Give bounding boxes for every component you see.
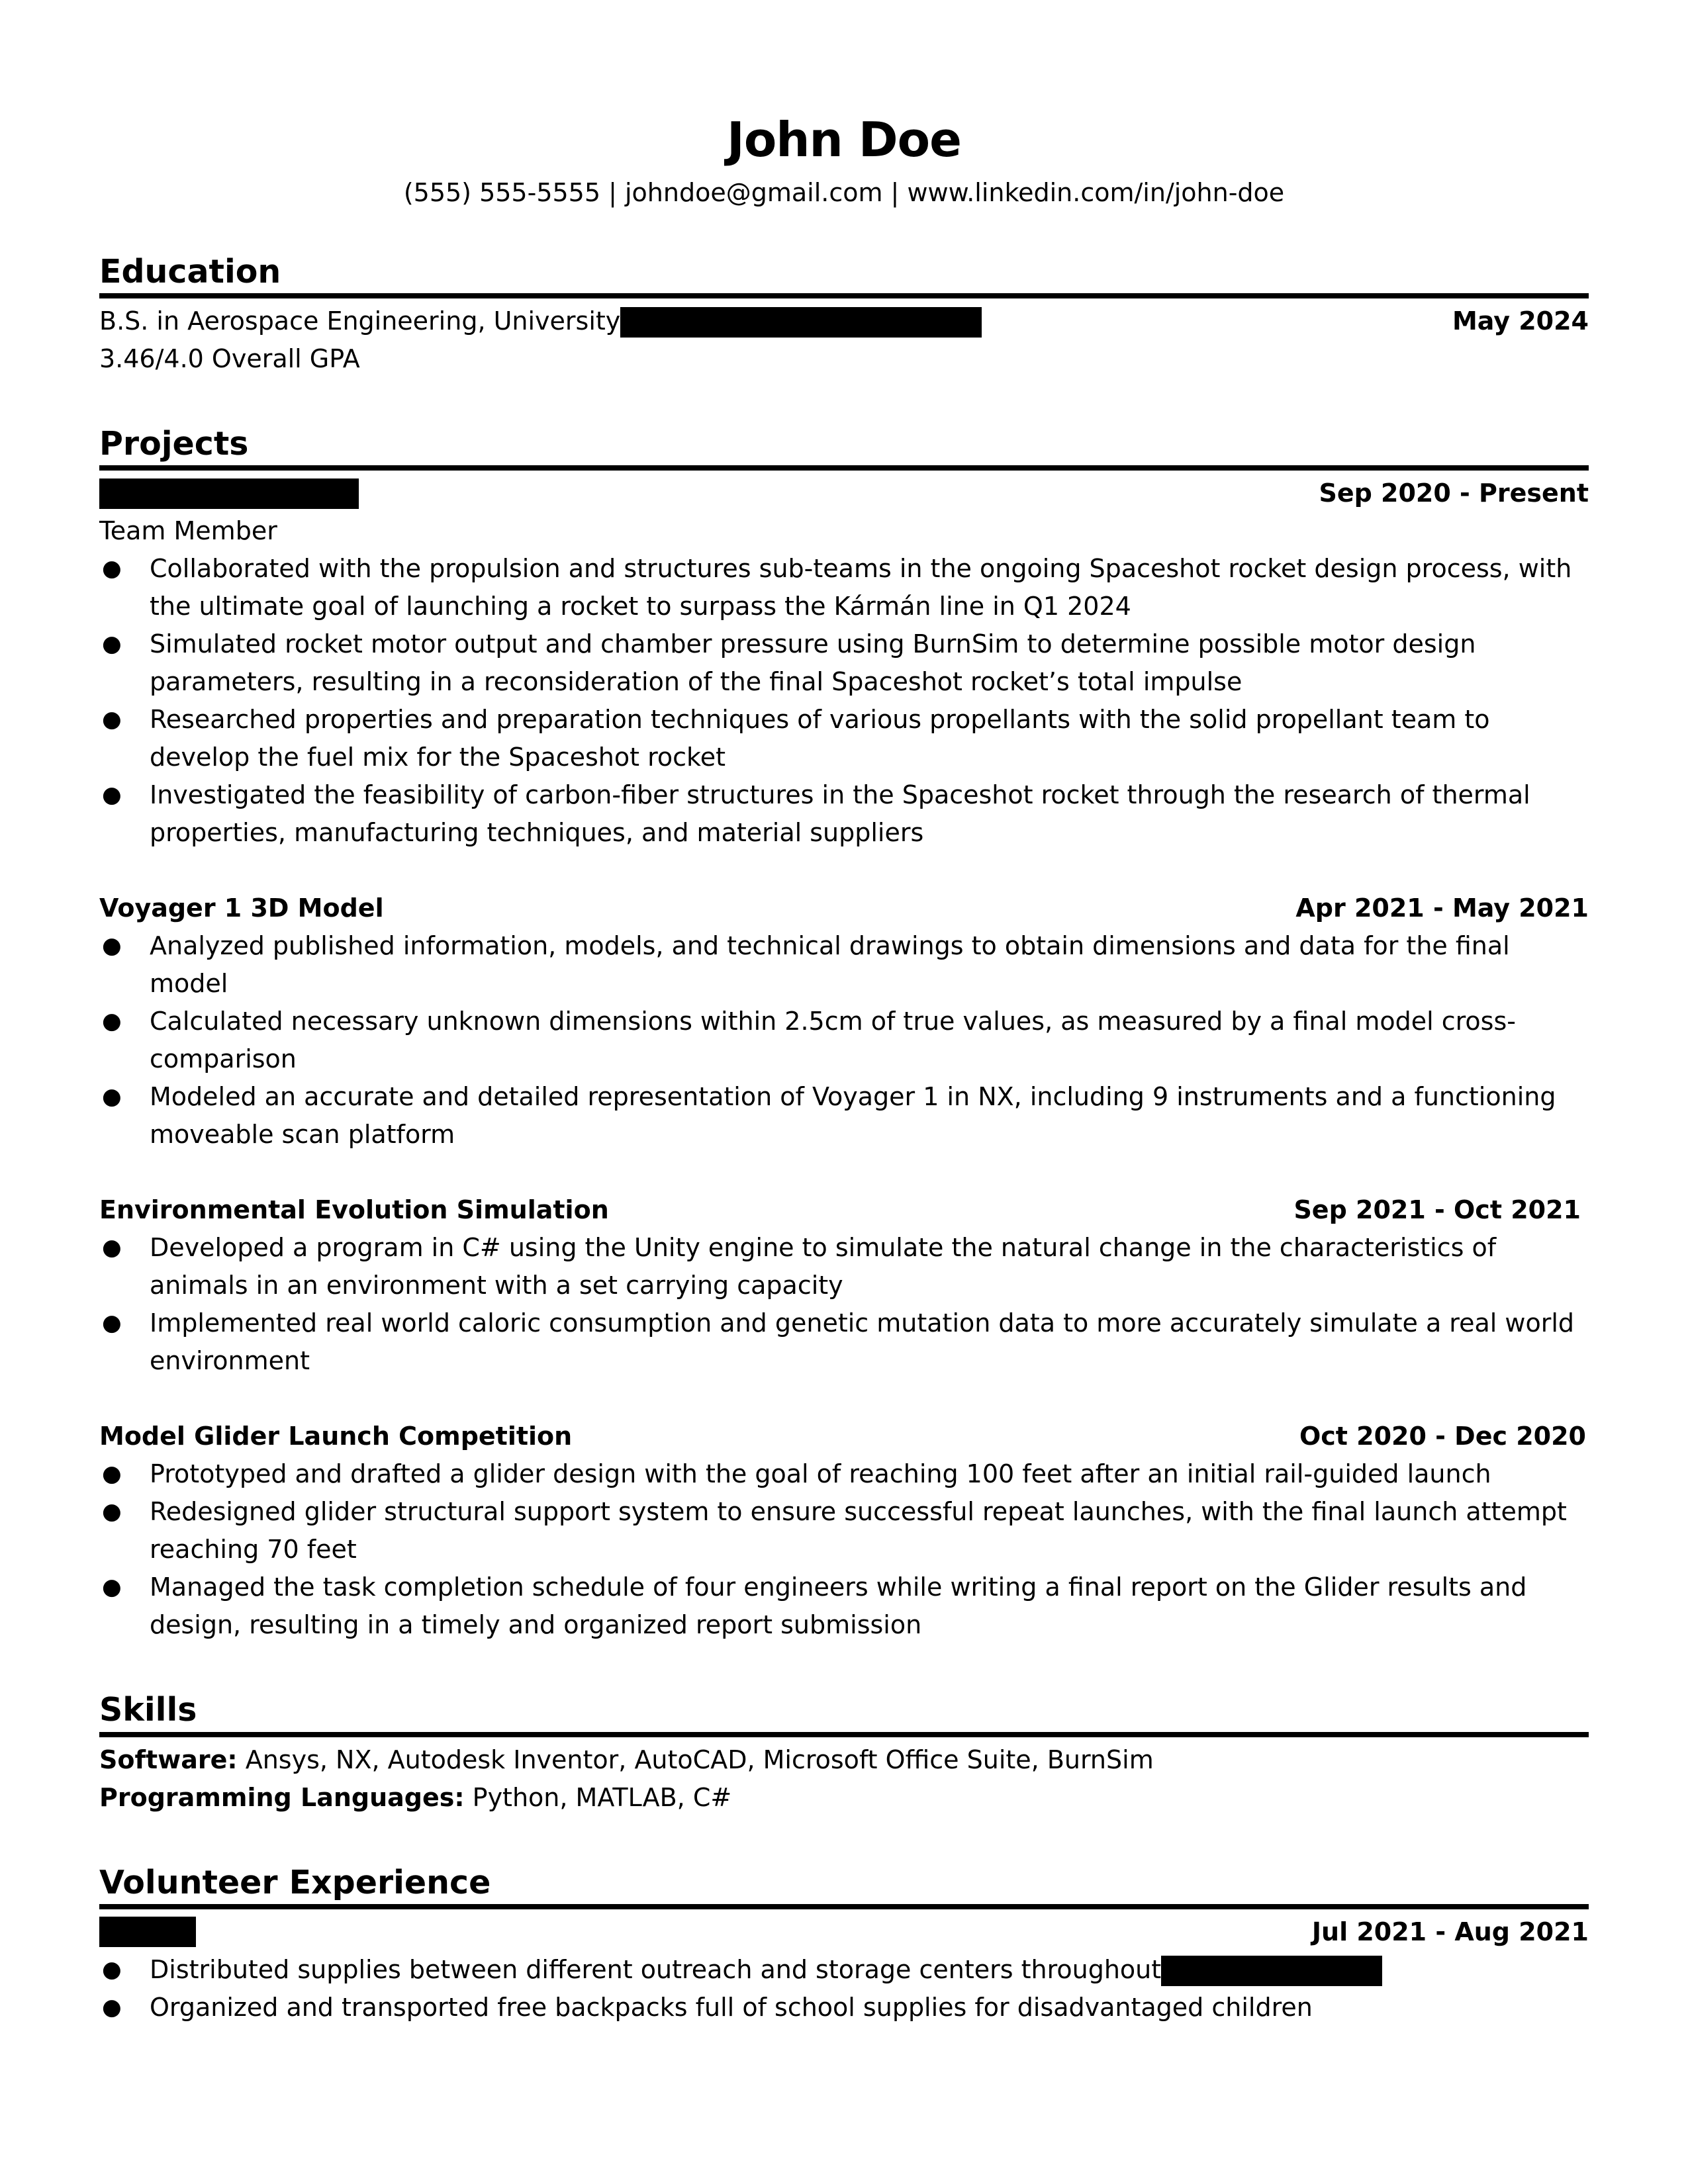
section-divider (99, 1732, 1589, 1737)
bullet-marker: ● (102, 1956, 122, 1983)
bullet-text: Developed a program in C# using the Unity engine to simulate the natural change in the characteristics of animals in an environment with a set carrying capacity (150, 1233, 1497, 1300)
skills-software-label: Software: (99, 1745, 238, 1774)
bullet-text: Redesigned glider structural support system to ensure successful repeat launches, with the final launch attempt reaching 70 feet (150, 1497, 1567, 1565)
project-name: Voyager 1 3D Model (99, 893, 384, 923)
bullet-item (99, 1493, 1589, 1569)
bullet-item (99, 701, 1589, 776)
project-bullets (99, 927, 1589, 1154)
section-divider (99, 465, 1589, 471)
project-name: Model Glider Launch Competition (99, 1422, 573, 1451)
bullet-item (99, 1951, 1589, 1989)
bullet-text: Calculated necessary unknown dimensions within 2.5cm of true values, as measured by a final model cross-comparison (150, 1007, 1516, 1074)
volunteer-bullets (99, 1951, 1589, 2026)
bullet-item (99, 1003, 1589, 1078)
education-section (99, 253, 1589, 378)
bullet-marker: ● (102, 631, 122, 658)
bullet-item (99, 1229, 1589, 1304)
bullet-item (99, 776, 1589, 852)
bullet-item (99, 1569, 1589, 1644)
bullet-text: Collaborated with the propulsion and structures sub-teams in the ongoing Spaceshot rocket design process, with the ultimate goal of launching a rocket to surpass the Kármán line in Q1 2024 (150, 554, 1572, 621)
bullet-marker: ● (102, 1461, 122, 1488)
section-title-volunteer: Volunteer Experience (99, 1863, 491, 1901)
bullet-item (99, 550, 1589, 625)
bullet-text: Researched properties and preparation techniques of various propellants with the solid propellant team to develop the fuel mix for the Spaceshot rocket (150, 705, 1490, 772)
project-bullets (99, 1455, 1589, 1644)
project-entry (99, 889, 1589, 1154)
skills-section (99, 1692, 1589, 1816)
project-bullets (99, 1229, 1589, 1380)
contact-line: (555) 555-5555 | johndoe@gmail.com | www.linkedin.com/in/john-doe (403, 178, 1285, 207)
project-date: Apr 2021 - May 2021 (1295, 893, 1589, 923)
bullet-marker: ● (102, 706, 122, 733)
gpa-line: 3.46/4.0 Overall GPA (99, 343, 360, 373)
skills-software-line (99, 1741, 1589, 1779)
redacted-university-name (620, 307, 982, 338)
bullet-text: Managed the task completion schedule of four engineers while writing a final report on the Glider results and design, resulting in a timely and organized report submission (150, 1572, 1527, 1640)
bullet-text: Implemented real world caloric consumption and genetic mutation data to more accurately simulate a real world environment (150, 1308, 1575, 1376)
bullet-item (99, 1989, 1589, 2026)
volunteer-date: Jul 2021 - Aug 2021 (1311, 1917, 1589, 1946)
bullet-marker: ● (102, 1083, 122, 1111)
resume-page (99, 112, 1589, 2026)
volunteer-header-row (99, 1913, 1589, 1951)
project-date: Sep 2021 - Oct 2021 (1293, 1195, 1581, 1225)
project-name: Environmental Evolution Simulation (99, 1195, 609, 1225)
skills-languages-label: Programming Languages: (99, 1782, 465, 1812)
bullet-text: Distributed supplies between different outreach and storage centers throughout (150, 1954, 1162, 1984)
bullet-marker: ● (102, 782, 122, 809)
bullet-marker: ● (102, 1498, 122, 1525)
education-date: May 2024 (1452, 306, 1589, 336)
section-divider (99, 293, 1589, 298)
section-divider (99, 1904, 1589, 1909)
bullet-marker: ● (102, 1234, 122, 1261)
redacted-location (1161, 1956, 1382, 1986)
project-header-row (99, 1418, 1589, 1455)
skills-software-list: Ansys, NX, Autodesk Inventor, AutoCAD, Microsoft Office Suite, BurnSim (237, 1745, 1154, 1774)
project-role: Team Member (99, 516, 277, 546)
bullet-item (99, 927, 1589, 1003)
bullet-text: Analyzed published information, models, and technical drawings to obtain dimensions and data for the final model (150, 931, 1510, 999)
bullet-text: Organized and transported free backpacks full of school supplies for disadvantaged children (150, 1992, 1313, 2022)
skills-languages-list: Python, MATLAB, C# (464, 1782, 732, 1812)
degree-line (99, 302, 982, 340)
bullet-marker: ● (102, 1574, 122, 1601)
bullet-text: Investigated the feasibility of carbon-fiber structures in the Spaceshot rocket through the research of thermal properties, manufacturing techniques, and material suppliers (150, 780, 1530, 848)
project-bullets (99, 550, 1589, 852)
project-entry (99, 1191, 1589, 1380)
skills-languages-line (99, 1779, 1589, 1817)
bullet-text: Prototyped and drafted a glider design with the goal of reaching 100 feet after an initial rail-guided launch (150, 1459, 1491, 1489)
section-title-projects: Projects (99, 424, 249, 463)
bullet-item (99, 1304, 1589, 1380)
project-header-row (99, 889, 1589, 927)
section-title-education: Education (99, 252, 281, 291)
project-entry (99, 1418, 1589, 1644)
education-degree-row (99, 302, 1589, 340)
candidate-name: John Doe (727, 112, 961, 167)
project-date: Sep 2020 - Present (1319, 478, 1589, 508)
bullet-item (99, 1455, 1589, 1493)
bullet-marker: ● (102, 1310, 122, 1337)
project-header-row (99, 1191, 1589, 1229)
section-title-skills: Skills (99, 1691, 197, 1729)
volunteer-section (99, 1864, 1589, 2026)
bullet-text: Simulated rocket motor output and chamber pressure using BurnSim to determine possible motor design parameters, resulting in a reconsideration of the final Spaceshot rocket’s total impulse (150, 629, 1476, 697)
bullet-item (99, 1078, 1589, 1154)
degree-text: B.S. in Aerospace Engineering, University (99, 306, 621, 336)
bullet-text: Modeled an accurate and detailed representation of Voyager 1 in NX, including 9 instruments and a functioning moveable scan platform (150, 1082, 1556, 1150)
redacted-organization-name (99, 1917, 196, 1947)
project-header-row (99, 475, 1589, 512)
bullet-marker: ● (102, 933, 122, 960)
bullet-marker: ● (102, 1993, 122, 2021)
bullet-marker: ● (102, 555, 122, 582)
bullet-item (99, 625, 1589, 701)
project-date: Oct 2020 - Dec 2020 (1299, 1422, 1586, 1451)
redacted-project-name (99, 478, 359, 509)
projects-section (99, 426, 1589, 1644)
project-entry (99, 475, 1589, 852)
bullet-marker: ● (102, 1008, 122, 1035)
